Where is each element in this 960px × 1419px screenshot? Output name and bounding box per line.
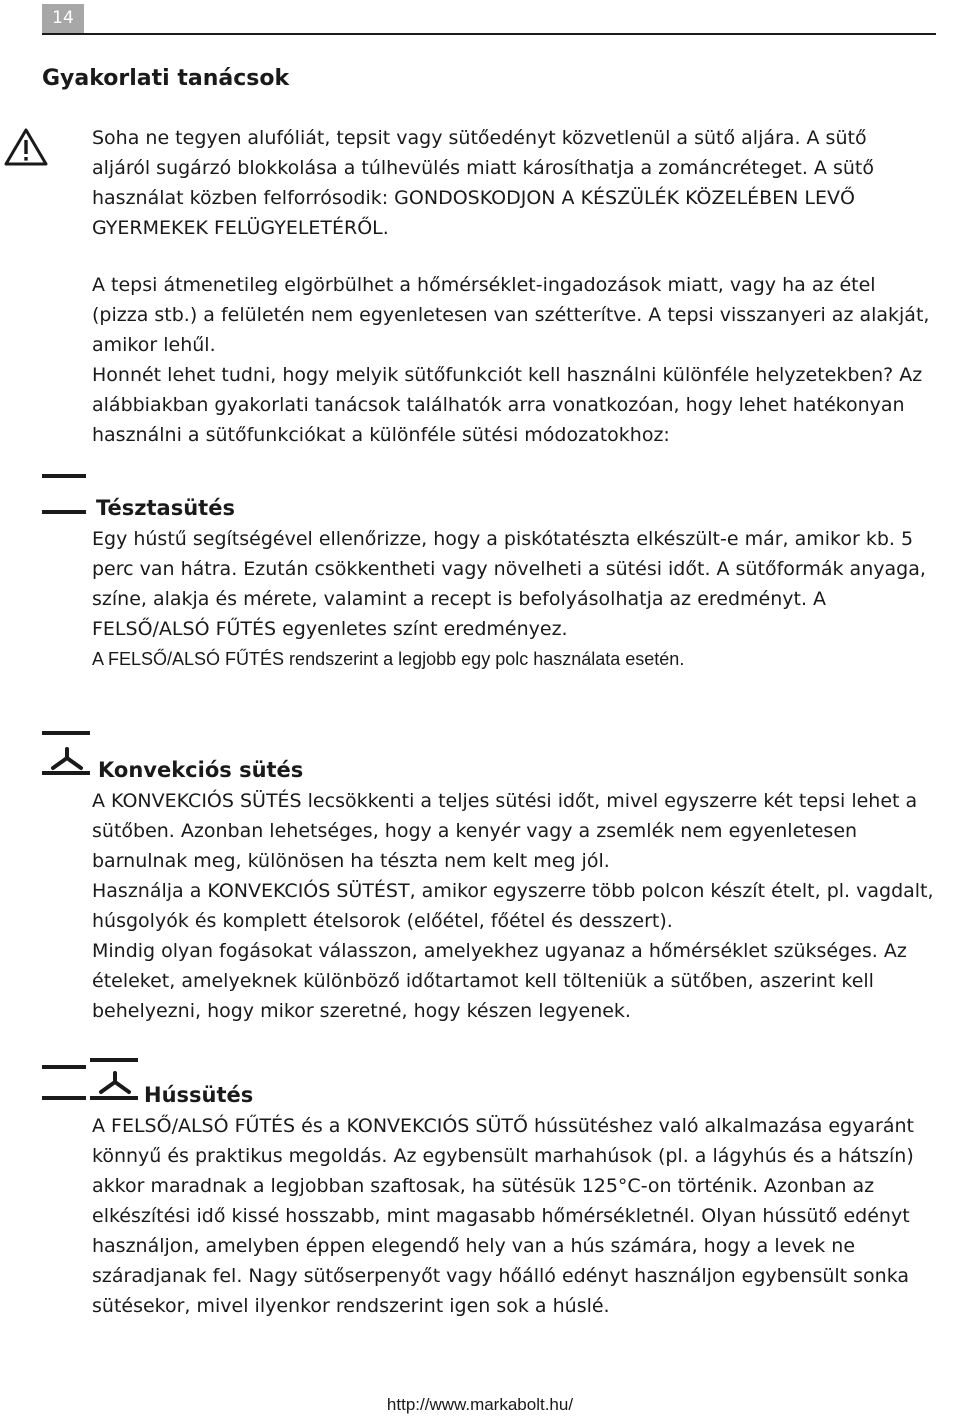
page-title: Gyakorlati tanácsok bbox=[42, 66, 290, 91]
meat-paragraph: A FELSŐ/ALSÓ FŰTÉS és a KONVEKCIÓS SÜTŐ hússütéshez való alkalmazása egyaránt könnyű és praktikus megoldás. Az egybensült marhahúsok (pl. a lágyhús és a hátszín) akkor maradnak a legjobban szaftosak, ha sütésük 125°C-on történik. Azonban az elkészítési idő kissé hosszabb, mint magasabb hőmérsékletnél. Olyan hússütő edényt használjon, amelyben éppen elegendő hely van a hús számára, hogy a levek ne száradjanak fel. Nagy sütőserpenyőt vagy hőálló edényt használjon egybensült sonka sütésekor, mivel ilyenkor rendszerint igen sok a húslé. bbox=[92, 1115, 914, 1317]
section-heading-dough: Tésztasütés bbox=[96, 496, 235, 520]
convection-paragraph: A KONVEKCIÓS SÜTÉS lecsökkenti a teljes sütési időt, mivel egyszerre két tepsi lehet a sütőben. Azonban lehetséges, hogy a kenyér vagy a zsemlék nem egyenletesen barnulnak meg, különösen ha tészta nem kelt meg jól. Használja a KONVEKCIÓS SÜTÉST, amikor egyszerre több polcon készít ételt, pl. vagdalt, húsgolyók és komplett ételsorok (előétel, főétel és desszert). Mindig olyan fogásokat válasszon, amelyekhez ugyanaz a hőmérséklet szükséges. Az ételeket, amelyeknek különböző időtartamot kell tölteniük a sütőben, aszerint kell behelyezni, hogy mikor szeretné, hogy készen legyenek. bbox=[92, 790, 934, 1022]
page-number: 14 bbox=[42, 4, 84, 33]
intro-paragraph-functions: Honnét lehet tudni, hogy melyik sütőfunkciót kell használni különféle helyzetekben? Az alábbiakban gyakorlati tanácsok találhatók arra vonatkozóan, hogy lehet hatékonyan használni a sütőfunkciókat a különféle sütési módozatokhoz: bbox=[92, 364, 923, 446]
top-bottom-heat-icon bbox=[42, 474, 88, 518]
section-heading-convection: Konvekciós sütés bbox=[98, 758, 304, 782]
warning-text: Soha ne tegyen alufóliát, tepsit vagy sütőedényt közvetlenül a sütő aljára. A sütő aljáról sugárzó blokkolása a túlhevülés miatt károsíthatja a zománcréteget. A sütő használat közben felforrósodik: GONDOSKODJON A KÉSZÜLÉK KÖZELÉBEN LEVŐ GYERMEKEK FELÜGYELETÉRŐL. bbox=[92, 127, 874, 239]
warning-triangle-icon bbox=[4, 127, 48, 167]
fan-heat-icon bbox=[42, 731, 92, 779]
heat-and-fan-icon bbox=[42, 1058, 140, 1104]
intro-paragraph-tray: A tepsi átmenetileg elgörbülhet a hőmérséklet-ingadozások miatt, vagy ha az étel (pizza stb.) a felületén nem egyenletesen van szétterítve. A tepsi visszanyeri az alakját, amikor lehűl. bbox=[92, 274, 930, 356]
header-rule bbox=[42, 33, 936, 35]
dough-paragraph: Egy hústű segítségével ellenőrizze, hogy a piskótatészta elkészült-e már, amikor kb. 5 perc van hátra. Ezután csökkentheti vagy növelheti a sütési időt. A sütőformák anyaga, színe, alakja és mérete, valamint a recept is befolyásolhatja az eredményt. A FELSŐ/ALSÓ FŰTÉS egyenletes színt eredményez. A FELSŐ/ALSÓ FŰTÉS rendszerint a legjobb egy polc használata esetén. bbox=[92, 524, 954, 674]
dough-note: A FELSŐ/ALSÓ FŰTÉS rendszerint a legjobb egy polc használata esetén. bbox=[92, 649, 685, 669]
footer-url[interactable]: http://www.markabolt.hu/ bbox=[386, 1395, 574, 1414]
section-heading-meat: Hússütés bbox=[144, 1083, 254, 1107]
